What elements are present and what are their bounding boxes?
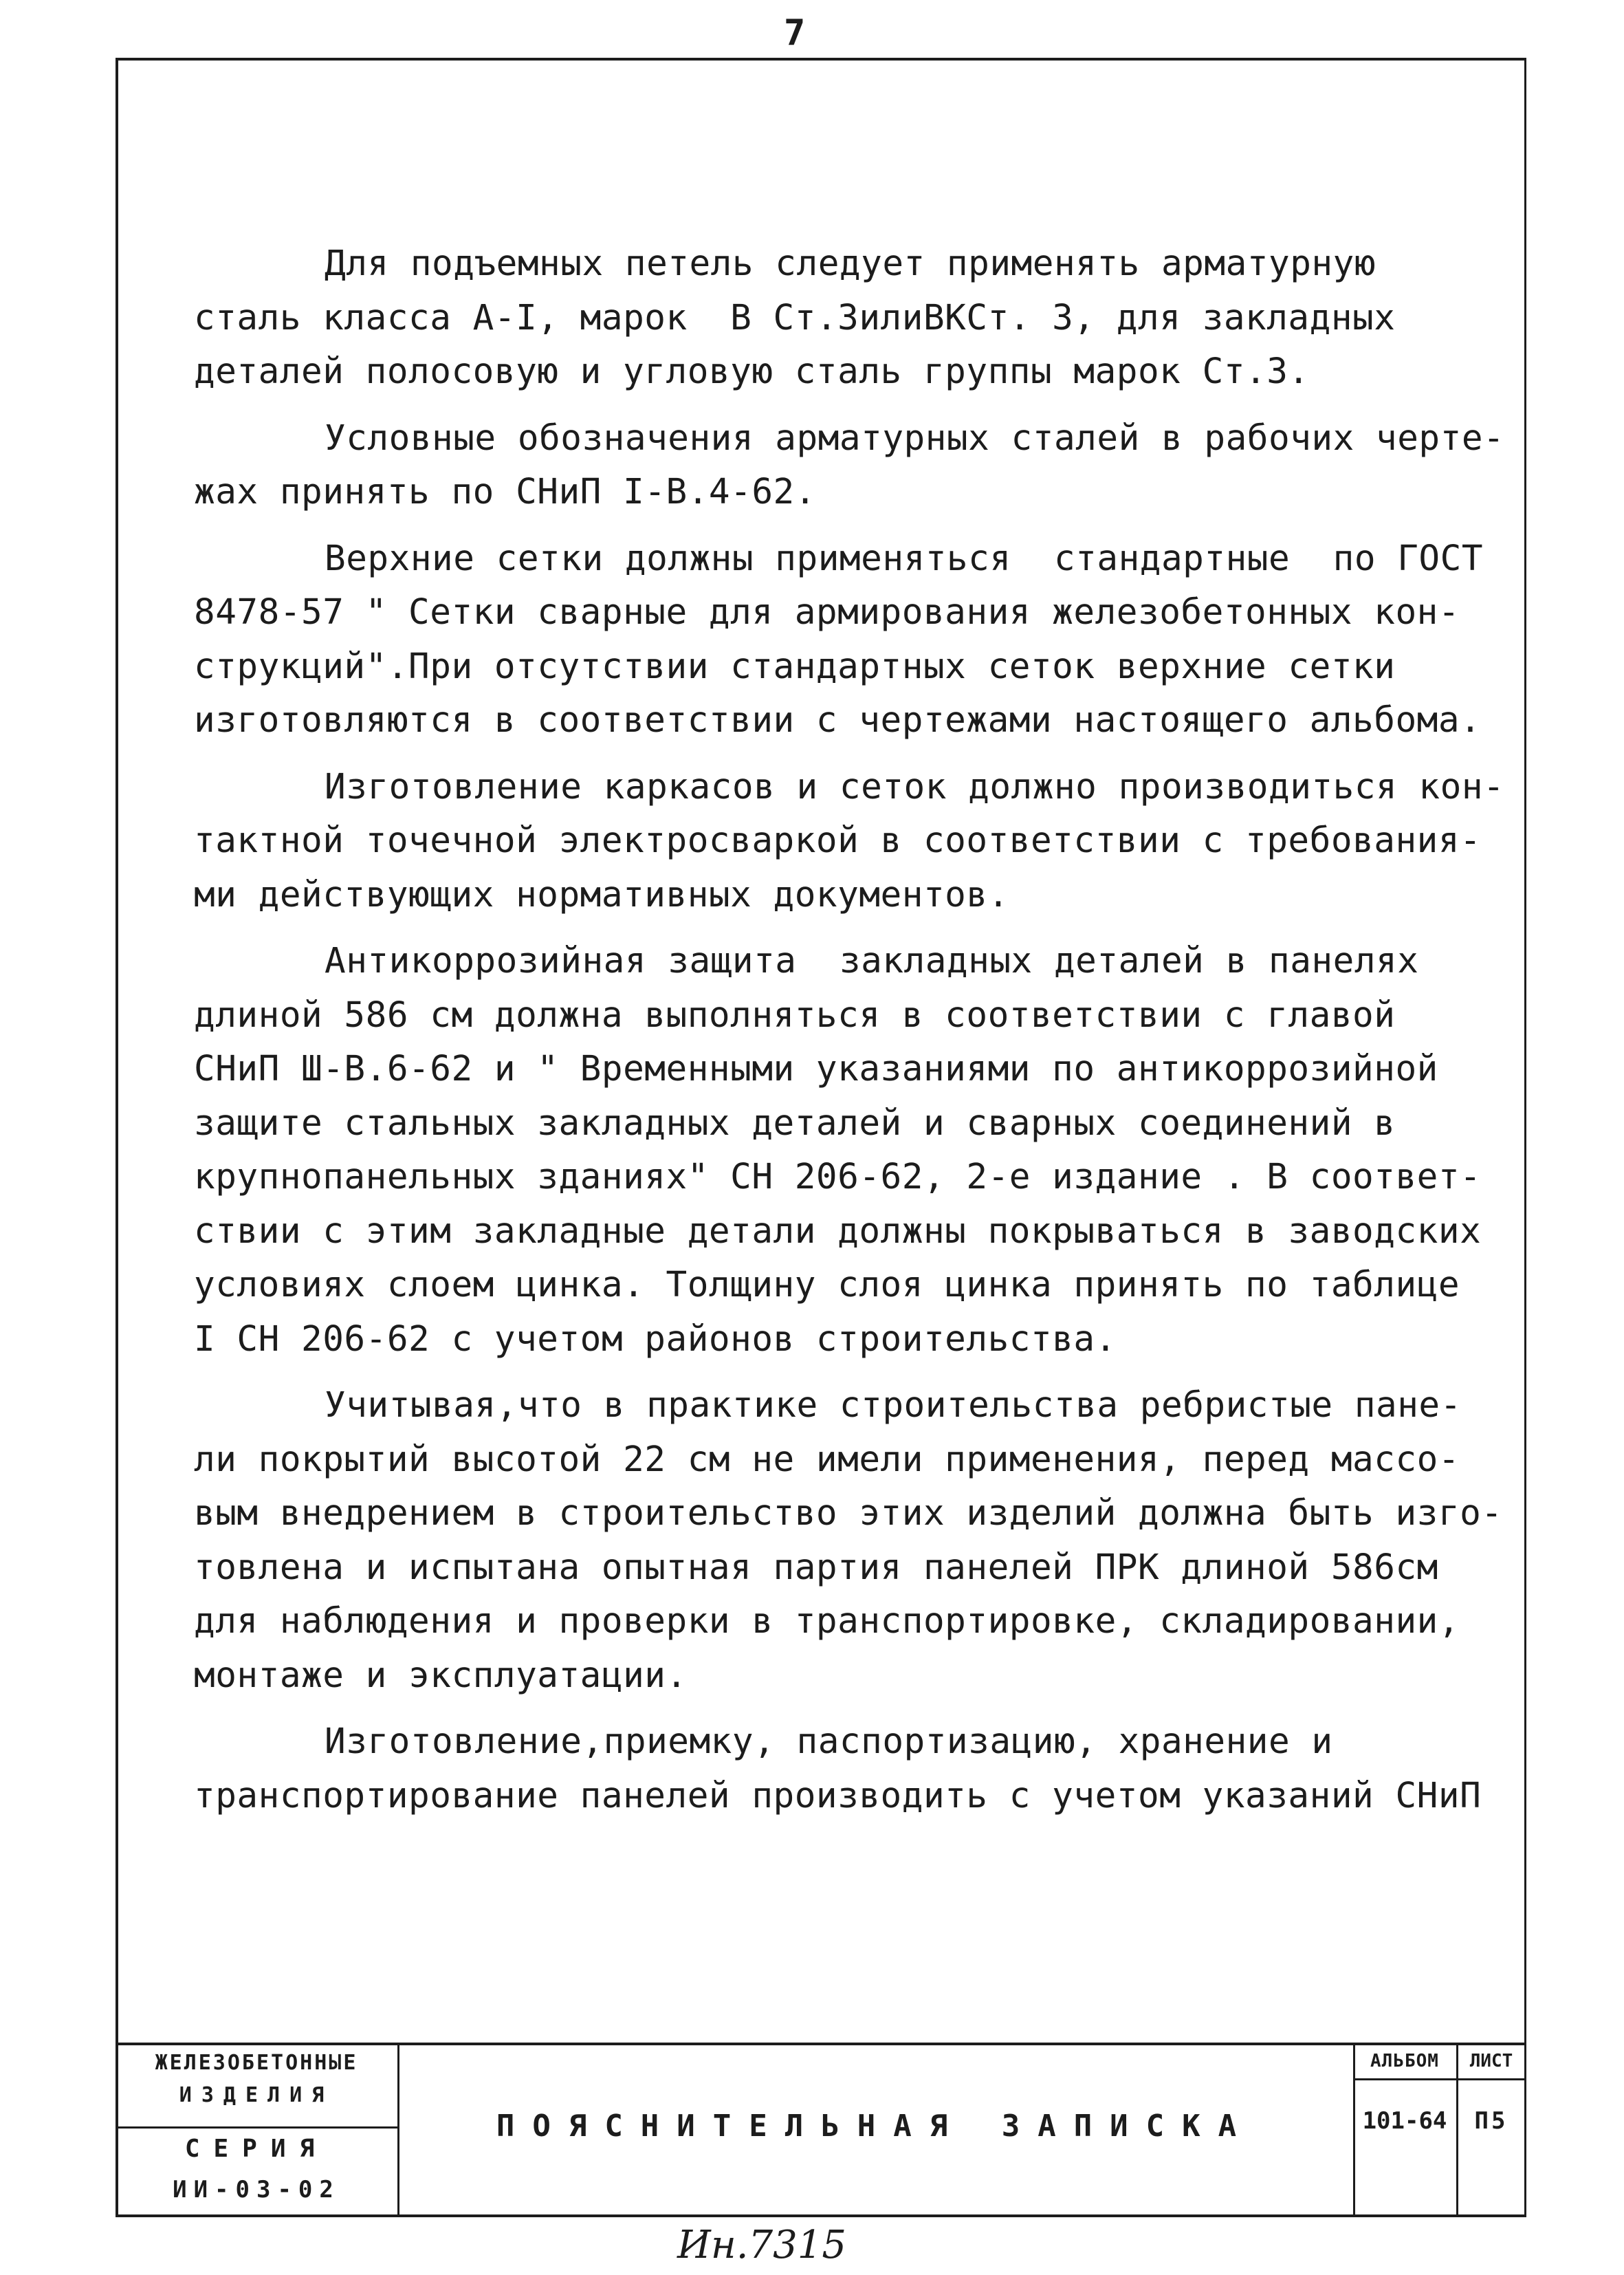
- text-line: жах принять по СНиП I-В.4-62.: [194, 472, 816, 512]
- stamp-category-2: ИЗДЕЛИЯ: [179, 2083, 334, 2107]
- text-line: Учитывая,что в практике строительства ребристые пане-: [325, 1385, 1462, 1426]
- text-line: струкций".При отсутствии стандартных сеток верхние сетки: [194, 646, 1396, 687]
- document-title: ПОЯСНИТЕЛЬНАЯ ЗАПИСКА: [496, 2109, 1255, 2144]
- text-line: СНиП Ш-В.6-62 и " Временными указаниями по антикоррозийной: [194, 1049, 1438, 1089]
- album-header: АЛЬБОМ: [1370, 2051, 1439, 2071]
- text-line: 8478-57 " Сетки сварные для армирования железобетонных кон-: [194, 592, 1460, 633]
- text-line: Для подъемных петель следует применять арматурную: [325, 243, 1376, 284]
- text-line: длиной 586 см должна выполняться в соответствии с главой: [194, 994, 1396, 1036]
- sheet-header: ЛИСТ: [1469, 2051, 1513, 2071]
- text-line: тактной точечной электросваркой в соответствии с требования-: [194, 820, 1482, 861]
- stamp-series-number: ИИ-03-02: [173, 2176, 340, 2203]
- inventory-number: Ин.7315: [677, 2223, 847, 2267]
- page-number: 7: [784, 12, 806, 54]
- text-line: Антикоррозийная защита закладных деталей в панелях: [325, 941, 1419, 981]
- text-line: Изготовление,приемку, паспортизацию, хранение и: [325, 1721, 1333, 1762]
- text-line: Изготовление каркасов и сеток должно производиться кон-: [325, 766, 1505, 807]
- text-line: Условные обозначения арматурных сталей в рабочих черте-: [325, 417, 1505, 459]
- explanatory-text: [194, 237, 1514, 1836]
- text-line: монтаже и эксплуатации.: [194, 1655, 688, 1696]
- series-cell: [116, 2045, 399, 2217]
- text-line: крупнопанельных зданиях" СН 206-62, 2-е издание . В соответ-: [194, 1157, 1482, 1197]
- text-line: ствии с этим закладные детали должны покрываться в заводских: [194, 1210, 1482, 1252]
- title-cell: [397, 2045, 1355, 2217]
- stamp-divider: [1456, 2078, 1526, 2080]
- text-line: сталь класса А-I, марок В Ст.3илиВКСт. 3, для закладных: [194, 297, 1396, 338]
- album-cell: [1353, 2045, 1458, 2217]
- text-line: транспортирование панелей производить с учетом указаний СНиП: [194, 1775, 1482, 1816]
- paragraph: [194, 1379, 1514, 1703]
- paragraph: [194, 761, 1514, 923]
- text-line: деталей полосовую и угловую сталь группы марок Ст.3.: [194, 351, 1310, 392]
- album-number: 101-64: [1362, 2107, 1447, 2135]
- paragraph: [194, 1715, 1514, 1823]
- stamp-divider: [1353, 2078, 1456, 2080]
- paragraph: [194, 532, 1514, 748]
- text-line: условиях слоем цинка. Толщину слоя цинка принять по таблице: [194, 1265, 1460, 1305]
- text-line: Верхние сетки должны применяться стандартные по ГОСТ: [325, 538, 1484, 579]
- text-line: товлена и испытана опытная партия панелей ПРК длиной 586см: [194, 1547, 1438, 1588]
- text-line: ли покрытий высотой 22 см не имели применения, перед массо-: [194, 1439, 1460, 1480]
- stamp-series-label: СЕРИЯ: [184, 2135, 329, 2163]
- stamp-divider: [116, 2126, 397, 2129]
- text-line: ми действующих нормативных документов.: [194, 874, 1009, 915]
- paragraph: [194, 237, 1514, 400]
- text-line: защите стальных закладных деталей и сварных соединений в: [194, 1102, 1396, 1144]
- paragraph: [194, 412, 1514, 520]
- text-line: I СН 206-62 с учетом районов строительства.: [194, 1318, 1117, 1360]
- title-block: [116, 2043, 1526, 2217]
- text-line: для наблюдения и проверки в транспортировке, складировании,: [194, 1601, 1460, 1642]
- sheet-number: П5: [1474, 2107, 1508, 2135]
- text-line: изготовляются в соответствии с чертежами настоящего альбома.: [194, 700, 1482, 741]
- text-line: вым внедрением в строительство этих изделий должна быть изго-: [194, 1493, 1503, 1534]
- paragraph: [194, 935, 1514, 1367]
- sheet-cell: [1456, 2045, 1526, 2217]
- stamp-category: ЖЕЛЕЗОБЕТОННЫЕ: [155, 2051, 358, 2075]
